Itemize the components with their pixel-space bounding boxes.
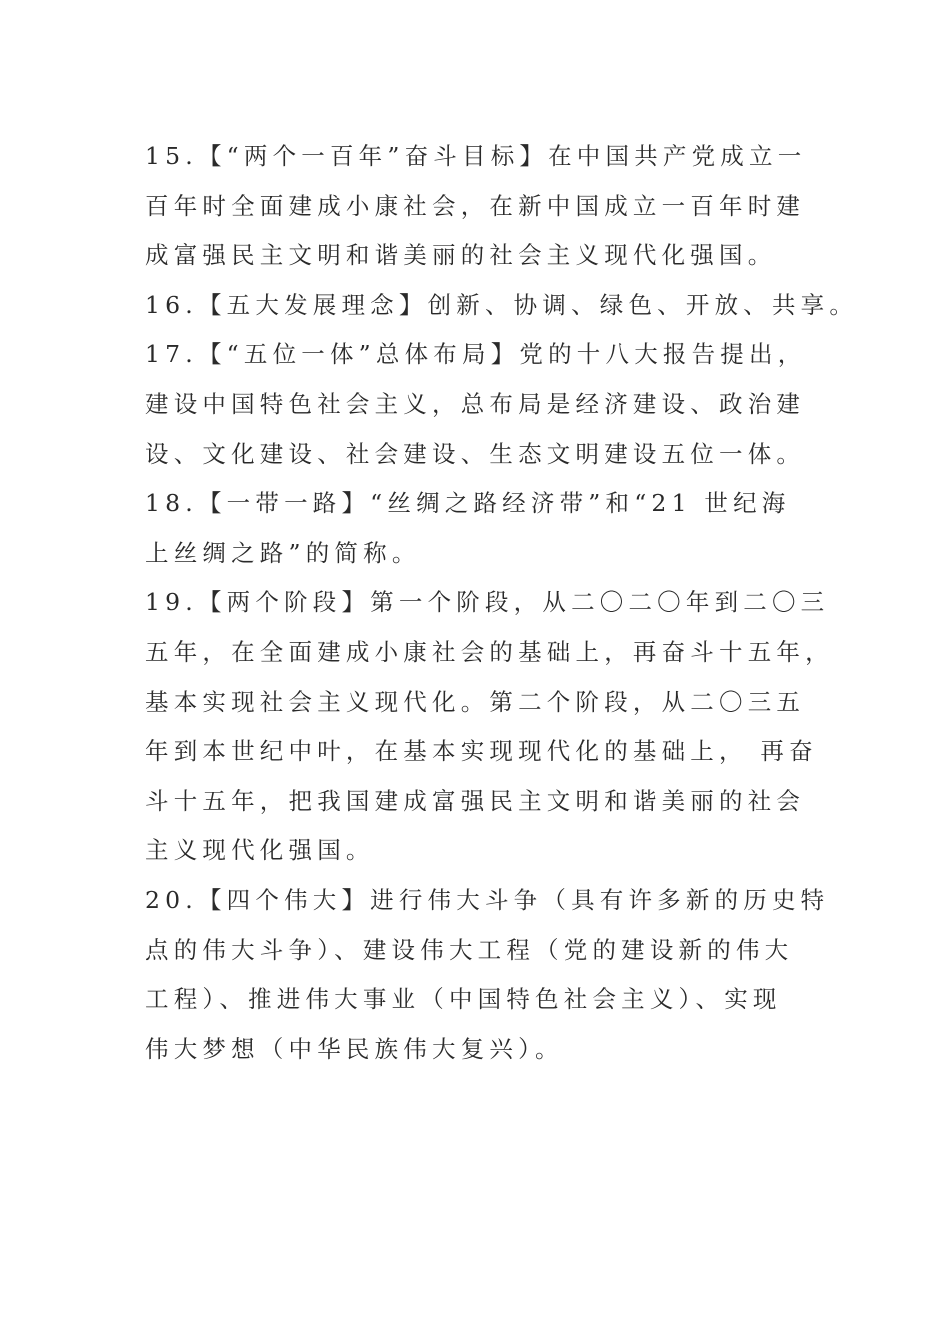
text-line: 主义现代化强国。	[145, 836, 375, 865]
text-line: 斗十五年，把我国建成富强民主文明和谐美丽的社会	[145, 786, 806, 815]
text-line: 15.【“两个一百年”奋斗目标】在中国共产党成立一	[145, 142, 807, 170]
text-line: 17.【“五位一体”总体布局】党的十八大报告提出，	[145, 340, 807, 369]
text-line: 上丝绸之路”的简称。	[145, 538, 421, 567]
text-line: 五年，在全面建成小康社会的基础上，再奋斗十五年，	[145, 637, 834, 666]
text-line: 建设中国特色社会主义，总布局是经济建设、政治建	[145, 389, 806, 418]
text-line: 年到本世纪中叶，在基本实现现代化的基础上， 再奋	[145, 737, 818, 766]
text-line: 基本实现社会主义现代化。第二个阶段，从二〇三五	[145, 687, 806, 716]
text-line: 伟大梦想（中华民族伟大复兴）。	[145, 1034, 564, 1063]
text-line: 16.【五大发展理念】创新、协调、绿色、开放、共享。	[145, 290, 859, 319]
text-line: 设、文化建设、社会建设、生态文明建设五位一体。	[145, 439, 806, 468]
text-line: 19.【两个阶段】第一个阶段，从二〇二〇年到二〇三	[145, 588, 830, 617]
text-line: 点的伟大斗争）、建设伟大工程（党的建设新的伟大	[145, 935, 794, 964]
text-line: 工程）、推进伟大事业（中国特色社会主义）、实现	[145, 985, 782, 1014]
text-line: 成富强民主文明和谐美丽的社会主义现代化强国。	[145, 241, 777, 270]
text-line: 百年时全面建成小康社会，在新中国成立一百年时建	[145, 191, 806, 220]
text-line: 20.【四个伟大】进行伟大斗争（具有许多新的历史特	[145, 885, 830, 914]
document-body	[145, 132, 859, 1074]
text-line: 18.【一带一路】“丝绸之路经济带”和“21 世纪海	[145, 489, 791, 518]
